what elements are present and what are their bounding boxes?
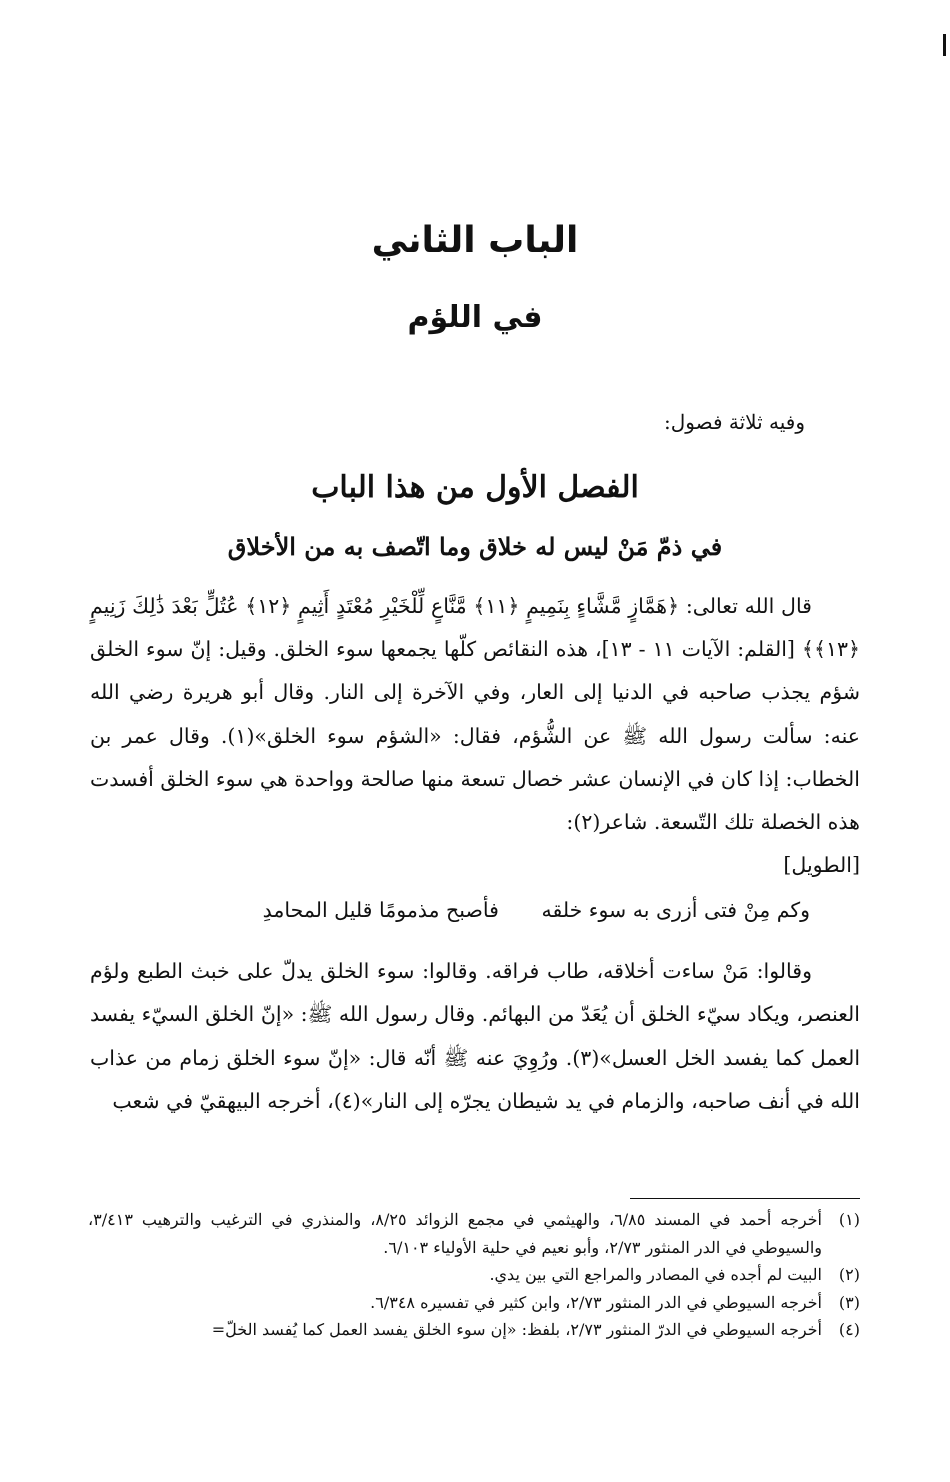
body-paragraph-2: وقالوا: مَنْ ساءت أخلاقه، طاب فراقه. وقالوا: سوء الخلق يدلّ على خبث الطبع ولؤم العنصر، ويكاد سيّء الخلق أن يُعَدّ من البهائم. وقال رسول الله ﷺ: «إنّ الخلق السيّء يفسد العمل كما يفسد الخل العسل»(٣). ورُوِيَ عنه ﷺ أنّه قال: «إنّ سوء الخلق زمام من عذاب الله في أنف صاحبه، والزمام في يد شيطان يجرّه إلى النار»(٤)، أخرجه البيهقيّ في شعب bbox=[90, 959, 861, 1114]
footnotes bbox=[88, 1206, 860, 1344]
footnote-text: أخرجه أحمد في المسند ٦/٨٥، والهيثمي في مجمع الزوائد ٨/٢٥، والمنذري في الترغيب والترهيب ٣/٤١٣، والسيوطي في الدر المنثور ٢/٧٣، وأبو نعيم في حلية الأولياء ٦/١٠٣. bbox=[88, 1210, 823, 1257]
footnote-number: (٣) bbox=[838, 1292, 860, 1312]
page-edge-mark bbox=[943, 34, 946, 56]
footnote-text: البيت لم أجده في المصادر والمراجع التي بين يدي. bbox=[489, 1265, 822, 1284]
poetry-verse bbox=[263, 898, 810, 922]
chapter-subtitle: في اللؤم bbox=[407, 300, 543, 335]
footnote-text: أخرجه السيوطي في الدر المنثور ٢/٧٣، وابن كثير في تفسيره ٦/٣٤٨. bbox=[370, 1292, 822, 1312]
footnote-number: (٢) bbox=[838, 1265, 860, 1284]
poetic-meter-label: [الطويل] bbox=[783, 853, 860, 878]
verse-second-hemistich: فأصبح مذمومًا قليل المحامدِ bbox=[262, 898, 499, 922]
footnote bbox=[88, 1289, 860, 1317]
footnote-number: (١) bbox=[838, 1210, 860, 1229]
chapter-intro: وفيه ثلاثة فصول: bbox=[664, 410, 805, 434]
footnote-number: (٤) bbox=[838, 1320, 860, 1339]
footnote-text: أخرجه السيوطي في الدرّ المنثور ٢/٧٣، بلفظ: «إن سوء الخلق يفسد العمل كما يُفسد الخلّ= bbox=[211, 1320, 822, 1339]
verse-first-hemistich: وكم مِنْ فتى أزرى به سوء خلقه bbox=[541, 898, 810, 922]
footnote bbox=[88, 1206, 860, 1261]
chapter-title: الباب الثاني bbox=[371, 220, 579, 261]
section-title: الفصل الأول من هذا الباب bbox=[311, 470, 639, 505]
footnote-separator bbox=[630, 1198, 860, 1199]
section-subtitle: في ذمّ مَنْ ليس له خلاق وما اتّصف به من الأخلاق bbox=[227, 532, 723, 561]
body-paragraph-1: قال الله تعالى: ﴿هَمَّازٍ مَّشَّاءٍ بِنَمِيمٍ ﴿١١﴾ مَّنَّاعٍ لِّلْخَيْرِ مُعْتَدٍ أَثِيمٍ ﴿١٢﴾ عُتُلٍّ بَعْدَ ذَٰلِكَ زَنِيمٍ ﴿١٣﴾﴾ [القلم: الآيات ١١ - ١٣]، هذه النقائص كلّها يجمعها سوء الخلق. وقيل: إنّ سوء الخلق شؤم يجذب صاحبه في الدنيا إلى العار، وفي الآخرة إلى النار. وقال أبو هريرة رضي الله عنه: سألت رسول الله ﷺ عن الشُّؤم، فقال: «الشؤم سوء الخلق»(١). وقال عمر بن الخطاب: إذا كان في الإنسان عشر خصال تسعة منها صالحة وواحدة هي سوء الخلق أفسدت هذه الخصلة تلك التّسعة. شاعر(٢): bbox=[90, 594, 860, 835]
footnote bbox=[88, 1261, 860, 1289]
footnote bbox=[88, 1316, 860, 1344]
body-paragraph-2-block bbox=[90, 950, 860, 1124]
body-paragraph-1-block bbox=[90, 585, 860, 887]
